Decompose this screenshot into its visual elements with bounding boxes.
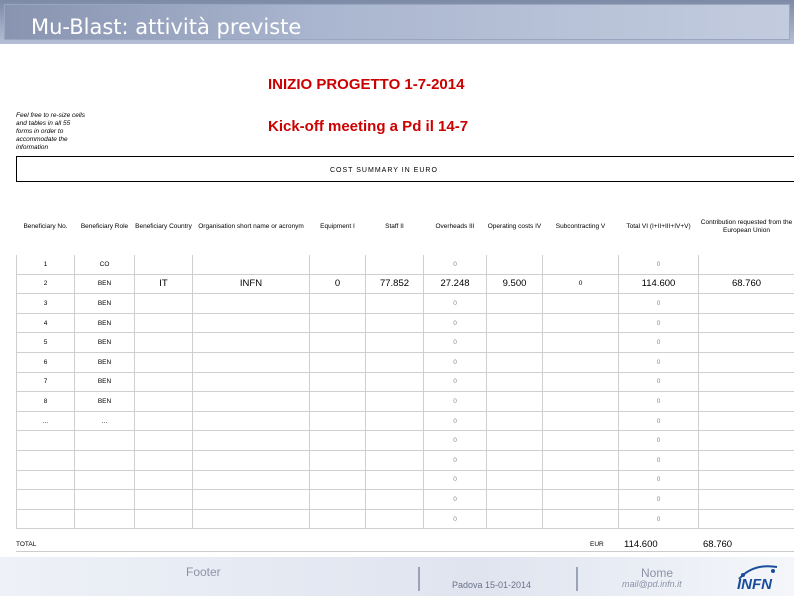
total-label: TOTAL: [16, 541, 37, 548]
cell-role: BEN: [75, 313, 135, 333]
cell-sub: [543, 294, 619, 314]
cell-over: 0: [424, 411, 487, 431]
cell-no: 4: [17, 313, 75, 333]
cell-org: [193, 509, 310, 529]
cell-no: 5: [17, 333, 75, 353]
cell-org: [193, 450, 310, 470]
cell-sub: [543, 509, 619, 529]
cell-contrib: 68.760: [699, 274, 794, 294]
currency-label: EUR: [590, 541, 604, 548]
cell-total: 0: [619, 372, 699, 392]
cell-contrib: [699, 470, 794, 490]
cell-oper: [487, 411, 543, 431]
col-header: Equipment I: [310, 199, 366, 255]
cell-staff: [366, 352, 424, 372]
cost-summary-table: [16, 198, 794, 529]
cell-equip: [310, 352, 366, 372]
infn-logo: [733, 561, 789, 593]
cell-staff: [366, 509, 424, 529]
cell-country: [135, 431, 193, 451]
cell-role: BEN: [75, 333, 135, 353]
cell-no: 2: [17, 274, 75, 294]
cell-oper: [487, 392, 543, 412]
cell-org: [193, 333, 310, 353]
cell-equip: 0: [310, 274, 366, 294]
project-start-heading: INIZIO PROGETTO 1-7-2014: [268, 76, 465, 93]
cell-equip: [310, 333, 366, 353]
cell-role: CO: [75, 255, 135, 275]
cell-role: [75, 470, 135, 490]
table-row: [17, 274, 794, 294]
table-row: [17, 470, 794, 490]
cell-role: BEN: [75, 392, 135, 412]
cell-total: 0: [619, 255, 699, 275]
cell-country: [135, 294, 193, 314]
cell-equip: [310, 490, 366, 510]
cell-oper: [487, 490, 543, 510]
cell-no: 7: [17, 372, 75, 392]
cell-contrib: [699, 255, 794, 275]
cell-org: [193, 352, 310, 372]
footer-email: mail@pd.infn.it: [622, 579, 682, 589]
cell-no: [17, 431, 75, 451]
cell-oper: [487, 333, 543, 353]
cell-total: 0: [619, 509, 699, 529]
cell-total: 0: [619, 352, 699, 372]
cell-contrib: [699, 450, 794, 470]
cell-country: [135, 333, 193, 353]
cell-sub: [543, 470, 619, 490]
col-header: Staff II: [366, 199, 424, 255]
cell-country: [135, 352, 193, 372]
footer-text: Footer: [186, 565, 221, 579]
cell-contrib: [699, 411, 794, 431]
cell-equip: [310, 392, 366, 412]
table-row: [17, 372, 794, 392]
cell-contrib: [699, 509, 794, 529]
cell-country: [135, 313, 193, 333]
table-row: [17, 255, 794, 275]
cell-staff: [366, 255, 424, 275]
cell-no: [17, 450, 75, 470]
cell-role: BEN: [75, 352, 135, 372]
cell-org: [193, 411, 310, 431]
cell-country: [135, 392, 193, 412]
cell-equip: [310, 313, 366, 333]
footer-date: Padova 15-01-2014: [452, 580, 532, 590]
cell-total: 0: [619, 294, 699, 314]
cell-staff: [366, 313, 424, 333]
summary-title: COST SUMMARY IN EURO: [330, 167, 438, 174]
total-contribution-value: 68.760: [703, 539, 733, 550]
cell-staff: [366, 431, 424, 451]
cell-no: 6: [17, 352, 75, 372]
cell-org: [193, 431, 310, 451]
cell-no: 3: [17, 294, 75, 314]
cell-oper: [487, 509, 543, 529]
cell-oper: [487, 255, 543, 275]
cell-equip: [310, 294, 366, 314]
cell-staff: [366, 490, 424, 510]
cell-oper: [487, 431, 543, 451]
cell-sub: [543, 333, 619, 353]
table-row: [17, 352, 794, 372]
cell-oper: [487, 313, 543, 333]
cell-country: [135, 450, 193, 470]
cell-sub: [543, 313, 619, 333]
resize-note: Feel free to re-size cells and tables in all 55 forms in order to accommodate the information: [16, 112, 85, 151]
table-row: [17, 392, 794, 412]
col-header: Subcontracting V: [543, 199, 619, 255]
cell-sub: [543, 450, 619, 470]
footer-separator: [576, 567, 578, 591]
cell-staff: [366, 372, 424, 392]
cell-no: ...: [17, 411, 75, 431]
cell-oper: 9.500: [487, 274, 543, 294]
cell-contrib: [699, 392, 794, 412]
cell-oper: [487, 372, 543, 392]
cell-equip: [310, 255, 366, 275]
cell-sub: [543, 431, 619, 451]
cell-no: 1: [17, 255, 75, 275]
cell-equip: [310, 372, 366, 392]
cell-sub: [543, 392, 619, 412]
cell-no: [17, 470, 75, 490]
cell-country: IT: [135, 274, 193, 294]
cell-over: 27.248: [424, 274, 487, 294]
table-header-row: [17, 199, 794, 255]
cell-country: [135, 490, 193, 510]
cell-contrib: [699, 333, 794, 353]
cell-role: ...: [75, 411, 135, 431]
cell-role: BEN: [75, 274, 135, 294]
cell-staff: [366, 450, 424, 470]
cell-contrib: [699, 372, 794, 392]
cell-staff: [366, 392, 424, 412]
cell-staff: [366, 294, 424, 314]
cell-org: [193, 490, 310, 510]
cell-role: [75, 431, 135, 451]
col-header: Overheads III: [424, 199, 487, 255]
cell-contrib: [699, 313, 794, 333]
col-header: Total VI (I+II+III+IV+V): [619, 199, 699, 255]
cell-sub: [543, 372, 619, 392]
table-row: [17, 313, 794, 333]
title-bar: [0, 0, 794, 44]
cell-sub: [543, 411, 619, 431]
cell-equip: [310, 411, 366, 431]
cell-country: [135, 470, 193, 490]
cell-oper: [487, 352, 543, 372]
col-header: Contribution requested from the European Union: [699, 199, 794, 255]
cell-role: [75, 490, 135, 510]
cell-equip: [310, 431, 366, 451]
cell-country: [135, 372, 193, 392]
kickoff-heading: Kick-off meeting a Pd il 14-7: [268, 118, 469, 135]
cell-total: 114.600: [619, 274, 699, 294]
cell-over: 0: [424, 294, 487, 314]
cell-sub: [543, 352, 619, 372]
cell-staff: [366, 411, 424, 431]
cell-total: 0: [619, 411, 699, 431]
cell-total: 0: [619, 392, 699, 412]
cell-oper: [487, 470, 543, 490]
cell-role: BEN: [75, 372, 135, 392]
cell-equip: [310, 470, 366, 490]
table-row: [17, 294, 794, 314]
cell-equip: [310, 509, 366, 529]
cell-total: 0: [619, 431, 699, 451]
cell-staff: 77.852: [366, 274, 424, 294]
cell-total: 0: [619, 333, 699, 353]
cell-country: [135, 411, 193, 431]
cell-role: BEN: [75, 294, 135, 314]
cell-over: 0: [424, 450, 487, 470]
cell-staff: [366, 470, 424, 490]
title-panel: [4, 4, 790, 40]
cell-over: 0: [424, 470, 487, 490]
cell-no: [17, 490, 75, 510]
cell-contrib: [699, 352, 794, 372]
table-row: [17, 490, 794, 510]
logo-text: INFN: [737, 576, 772, 593]
cell-no: 8: [17, 392, 75, 412]
table-row: [17, 333, 794, 353]
cell-sub: [543, 255, 619, 275]
table-row: [17, 450, 794, 470]
cell-org: [193, 470, 310, 490]
cell-over: 0: [424, 352, 487, 372]
slide-title: Mu-Blast: attività previste: [31, 15, 302, 39]
footer-name: Nome: [641, 566, 674, 580]
col-header: Organisation short name or acronym: [193, 199, 310, 255]
cell-over: 0: [424, 333, 487, 353]
cell-org: INFN: [193, 274, 310, 294]
cell-country: [135, 255, 193, 275]
cell-org: [193, 294, 310, 314]
cell-oper: [487, 294, 543, 314]
cell-over: 0: [424, 490, 487, 510]
table-row: [17, 431, 794, 451]
cell-staff: [366, 333, 424, 353]
cell-org: [193, 313, 310, 333]
cell-oper: [487, 450, 543, 470]
cell-total: 0: [619, 313, 699, 333]
cell-no: [17, 509, 75, 529]
cell-total: 0: [619, 470, 699, 490]
cell-total: 0: [619, 450, 699, 470]
footer-separator: [418, 567, 420, 591]
cell-over: 0: [424, 509, 487, 529]
footer-bar: [0, 557, 794, 596]
cell-org: [193, 392, 310, 412]
cell-sub: [543, 490, 619, 510]
cell-over: 0: [424, 392, 487, 412]
col-header: Beneficiary Role: [75, 199, 135, 255]
cell-sub: 0: [543, 274, 619, 294]
cell-contrib: [699, 431, 794, 451]
total-divider: [16, 551, 794, 552]
table-row: [17, 509, 794, 529]
cell-total: 0: [619, 490, 699, 510]
cell-over: 0: [424, 313, 487, 333]
cell-contrib: [699, 490, 794, 510]
col-header: Beneficiary No.: [17, 199, 75, 255]
col-header: Beneficiary Country: [135, 199, 193, 255]
table-row: [17, 411, 794, 431]
cell-over: 0: [424, 255, 487, 275]
col-header: Operating costs IV: [487, 199, 543, 255]
cell-equip: [310, 450, 366, 470]
cell-over: 0: [424, 431, 487, 451]
cell-contrib: [699, 294, 794, 314]
cell-org: [193, 255, 310, 275]
cell-org: [193, 372, 310, 392]
total-cost-value: 114.600: [624, 539, 658, 550]
cell-role: [75, 509, 135, 529]
cell-role: [75, 450, 135, 470]
cell-country: [135, 509, 193, 529]
cell-over: 0: [424, 372, 487, 392]
